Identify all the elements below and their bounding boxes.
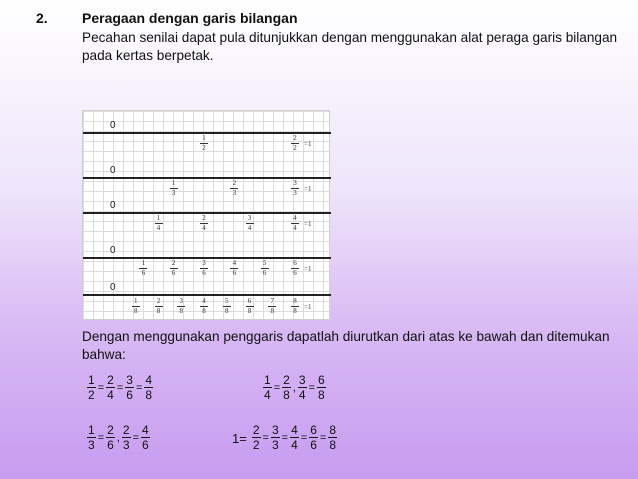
- tick-fraction-label: 3 3: [290, 180, 300, 197]
- equals-one-label: =1: [304, 140, 312, 148]
- tick-fraction-label: 8 8: [290, 298, 300, 315]
- operator: ,: [292, 381, 296, 394]
- operator: =: [97, 381, 105, 394]
- number-line-figure: [82, 110, 330, 320]
- zero-label: 0: [110, 245, 116, 256]
- fraction: $\frac{2}{6}$: [107, 423, 114, 452]
- tick-fraction-label: 4 8: [199, 298, 209, 315]
- fraction: $\frac{2}{4}$: [107, 373, 114, 402]
- operator: =: [132, 431, 139, 444]
- section-title: Peragaan dengan garis bilangan: [82, 10, 298, 26]
- equals-one-label: =1: [304, 265, 312, 273]
- zero-label: 0: [110, 200, 116, 211]
- equation: [232, 424, 338, 452]
- tick-fraction-label: 6 8: [245, 298, 255, 315]
- tick-fraction-label: 3 6: [199, 260, 209, 277]
- operator: =: [262, 431, 269, 444]
- fraction: $\frac{4}{4}$: [291, 423, 298, 452]
- operator: =: [135, 381, 143, 394]
- conclusion-paragraph: Dengan menggunakan penggaris dapatlah diurutkan dari atas ke bawah dan ditemukan bahwa:: [82, 329, 610, 362]
- operator: ,: [116, 431, 120, 444]
- fraction: $\frac{3}{3}$: [271, 423, 279, 452]
- fraction: $\frac{1}{2}$: [88, 373, 95, 402]
- intro-paragraph: Pecahan senilai dapat pula ditunjukkan dengan menggunakan alat peraga garis bilangan pada kertas berpetak.: [82, 30, 618, 63]
- operator: =: [97, 431, 105, 444]
- tick-fraction-label: 1 6: [138, 260, 148, 277]
- fraction: $\frac{8}{8}$: [329, 423, 337, 452]
- fraction: $\frac{2}{8}$: [283, 373, 290, 402]
- section-number: 2.: [36, 10, 48, 26]
- fraction: $\frac{2}{2}$: [252, 423, 260, 452]
- operator: =: [116, 381, 124, 394]
- operator: =: [319, 431, 327, 444]
- equation-prefix: 1=: [232, 430, 247, 446]
- tick-fraction-label: 1 3: [169, 180, 179, 197]
- tick-fraction-label: 2 3: [229, 180, 239, 197]
- equals-one-label: =1: [304, 185, 312, 193]
- equation: [86, 374, 154, 402]
- tick-fraction-label: 6 6: [290, 260, 300, 277]
- number-line: [83, 294, 331, 296]
- tick-fraction-label: 2 6: [169, 260, 179, 277]
- equation: [262, 374, 327, 402]
- tick-fraction-label: 2 2: [290, 135, 300, 152]
- zero-label: 0: [110, 165, 116, 176]
- tick-fraction-label: 1 4: [154, 215, 164, 232]
- fraction: $\frac{3}{6}$: [126, 373, 133, 402]
- operator: =: [281, 431, 289, 444]
- tick-fraction-label: 2 8: [154, 298, 164, 315]
- tick-fraction-label: 1 2: [199, 135, 209, 152]
- tick-fraction-label: 3 8: [176, 298, 186, 315]
- equals-one-label: =1: [304, 303, 312, 311]
- zero-label: 0: [110, 282, 116, 293]
- tick-fraction-label: 4 4: [290, 215, 300, 232]
- tick-fraction-label: 3 4: [245, 215, 255, 232]
- equals-one-label: =1: [304, 220, 312, 228]
- tick-fraction-label: 4 6: [229, 260, 239, 277]
- tick-fraction-label: 2 4: [199, 215, 209, 232]
- tick-fraction-label: 5 6: [260, 260, 270, 277]
- fraction: $\frac{1}{3}$: [88, 423, 95, 452]
- fraction: $\frac{2}{3}$: [122, 423, 130, 452]
- equation: [86, 424, 151, 452]
- section-heading: [36, 10, 298, 26]
- fraction: $\frac{6}{8}$: [318, 373, 325, 402]
- tick-fraction-label: 7 8: [267, 298, 277, 315]
- zero-label: 0: [110, 120, 116, 131]
- fraction: $\frac{1}{4}$: [264, 373, 271, 402]
- fraction: $\frac{4}{8}$: [145, 373, 153, 402]
- tick-fraction-label: 5 8: [222, 298, 232, 315]
- operator: =: [308, 381, 315, 394]
- tick-fraction-label: 1 8: [131, 298, 141, 315]
- fraction: $\frac{3}{4}$: [298, 373, 306, 402]
- fraction: $\frac{6}{6}$: [310, 423, 317, 452]
- operator: =: [300, 431, 308, 444]
- operator: =: [273, 381, 281, 394]
- fraction: $\frac{4}{6}$: [142, 423, 149, 452]
